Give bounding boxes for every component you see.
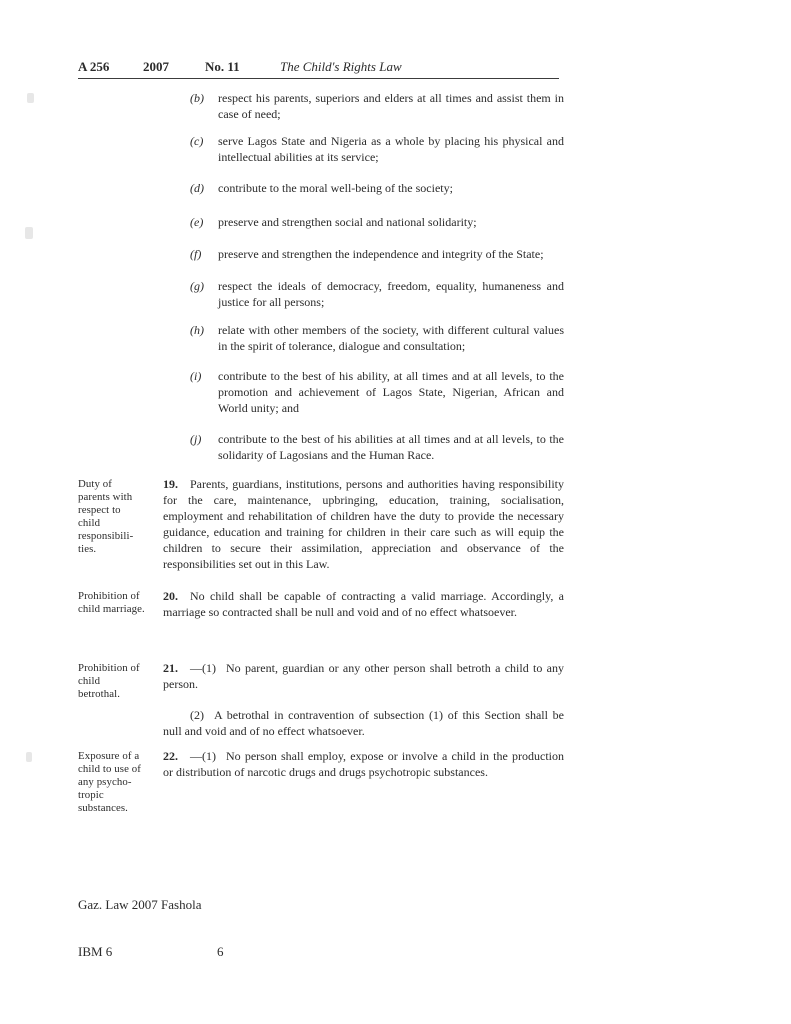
section-21-subsection-2	[163, 707, 564, 739]
list-item-i	[190, 368, 564, 416]
section-20	[163, 588, 564, 620]
section-22	[163, 748, 564, 780]
margin-note-line: child marriage.	[78, 603, 145, 615]
margin-note-line: Prohibition of	[78, 662, 140, 674]
list-letter: (b)	[190, 91, 204, 105]
list-text: contribute to the best of his ability, at all times and at all levels, to the promotion and achievement of Lagos State, Nigerian, African and World unity; and	[218, 369, 564, 415]
subsection-text: A betrothal in contravention of subsection (1) of this Section shall be null and void and of no effect whatsoever.	[163, 708, 564, 738]
list-item-f	[190, 246, 564, 262]
scan-artifact	[27, 93, 34, 103]
list-text: serve Lagos State and Nigeria as a whole by placing his physical and intellectual abilities at its service;	[218, 134, 564, 164]
section-number: 20.	[163, 589, 178, 603]
list-item-d	[190, 180, 564, 196]
margin-note-line: betrothal.	[78, 688, 121, 700]
margin-note-prohibition-child-marriage	[78, 590, 162, 616]
margin-note-line: any psycho-	[78, 776, 132, 788]
header-gazette-page-number: A 256	[78, 59, 110, 74]
scan-artifact	[25, 227, 33, 239]
list-item-j	[190, 431, 564, 463]
margin-note-line: Prohibition of	[78, 590, 140, 602]
margin-note-line: child to use of	[78, 763, 141, 775]
margin-note-line: child	[78, 675, 101, 687]
margin-note-line: respect to	[78, 504, 121, 516]
list-letter: (h)	[190, 323, 204, 337]
list-item-b	[190, 90, 564, 122]
section-number: 19.	[163, 477, 178, 491]
list-item-g	[190, 278, 564, 310]
list-text: preserve and strengthen the independence and integrity of the State;	[218, 247, 544, 261]
page-header	[78, 59, 559, 79]
section-text: No parent, guardian or any other person shall betroth a child to any person.	[163, 661, 564, 691]
scan-artifact	[26, 752, 32, 762]
margin-note-line: Duty of	[78, 478, 112, 490]
footer-page-number: 6	[217, 944, 224, 959]
section-text: No child shall be capable of contracting a valid marriage. Accordingly, a marriage so contracted shall be null and void and of no effect whatsoever.	[163, 589, 564, 619]
margin-note-prohibition-child-betrothal	[78, 662, 162, 701]
section-19	[163, 476, 564, 572]
list-letter: (g)	[190, 279, 204, 293]
margin-note-line: tropic	[78, 789, 104, 801]
margin-note-line: ties.	[78, 543, 97, 555]
header-issue-number: No. 11	[205, 59, 240, 74]
list-letter: (j)	[190, 432, 202, 446]
margin-note-line: responsibili-	[78, 530, 134, 542]
list-text: respect his parents, superiors and elders at all times and assist them in case of need;	[218, 91, 564, 121]
list-text: contribute to the best of his abilities at all times and at all levels, to the solidarity of Lagosians and the Human Race.	[218, 432, 564, 462]
margin-note-line: parents with	[78, 491, 133, 503]
margin-note-line: child	[78, 517, 101, 529]
list-item-h	[190, 322, 564, 354]
section-number: 22.	[163, 749, 178, 763]
header-year: 2007	[143, 59, 169, 74]
section-subsection-marker: —(1)	[190, 661, 216, 675]
section-subsection-marker: —(1)	[190, 749, 216, 763]
section-21	[163, 660, 564, 692]
list-item-e	[190, 214, 564, 230]
list-letter: (e)	[190, 215, 204, 229]
subsection-number: (2)	[190, 708, 204, 722]
list-letter: (c)	[190, 134, 204, 148]
list-text: respect the ideals of democracy, freedom, equality, humaneness and justice for all persons;	[218, 279, 564, 309]
list-text: relate with other members of the society, with different cultural values in the spirit of tolerance, dialogue and consultation;	[218, 323, 564, 353]
footer-imprint: IBM 6	[78, 944, 113, 959]
list-item-c	[190, 133, 564, 165]
footer-gazette-line: Gaz. Law 2007 Fashola	[78, 897, 202, 912]
header-law-title: The Child's Rights Law	[280, 59, 402, 74]
section-text: No person shall employ, expose or involve a child in the production or distribution of narcotic drugs and drugs psychotropic substances.	[163, 749, 564, 779]
list-letter: (d)	[190, 181, 204, 195]
margin-note-duty-of-parents	[78, 478, 162, 556]
margin-note-exposure-psychotropic	[78, 750, 162, 815]
list-text: preserve and strengthen social and national solidarity;	[218, 215, 477, 229]
section-text: Parents, guardians, institutions, persons and authorities having responsibility for the care, maintenance, upbringing, education, training, socialisation, employment and rehabilitation of children have the duty to provide the necessary guidance, education and training for children in their care such as will equip the children to secure their assimilation, appreciation and observance of the responsibilities set out in this Law.	[163, 477, 564, 571]
margin-note-line: Exposure of a	[78, 750, 140, 762]
list-letter: (i)	[190, 369, 202, 383]
section-number: 21.	[163, 661, 178, 675]
list-letter: (f)	[190, 247, 202, 261]
margin-note-line: substances.	[78, 802, 128, 814]
list-text: contribute to the moral well-being of the society;	[218, 181, 453, 195]
